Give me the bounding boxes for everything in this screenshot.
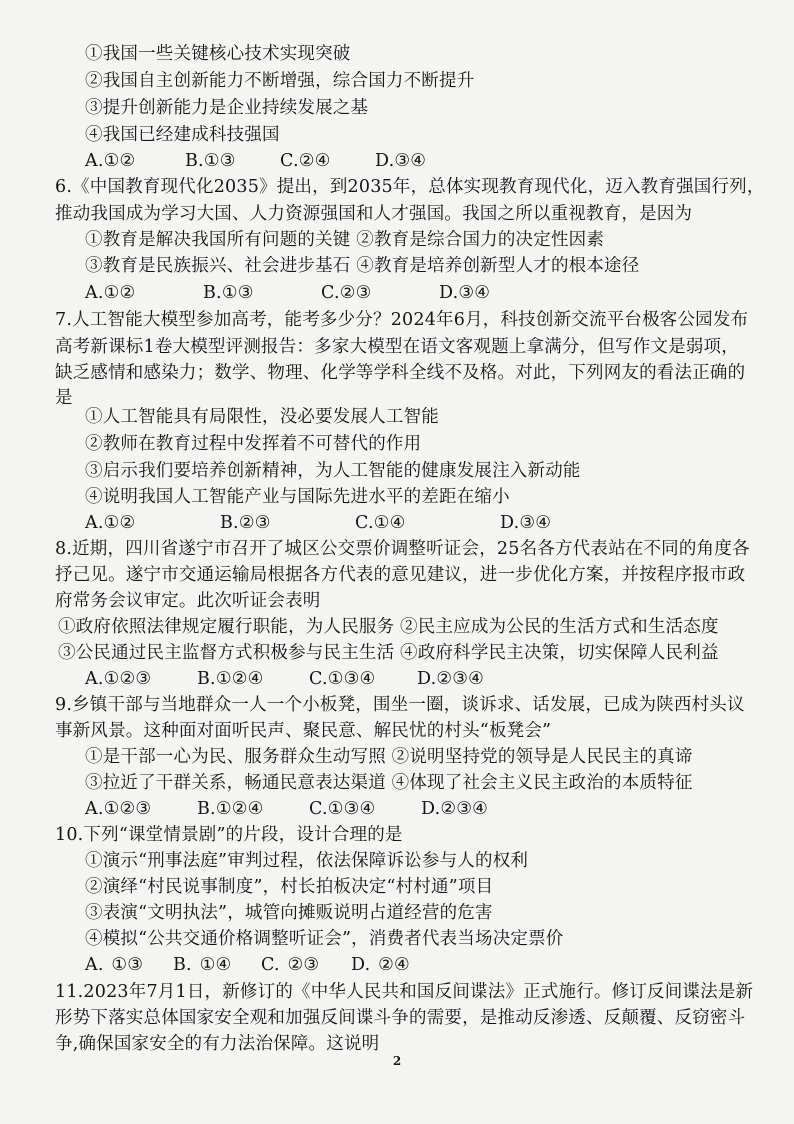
q11-stem-line-3: 争,确保国家安全的有力法治保障。这说明 — [55, 1034, 380, 1054]
page-number: 2 — [392, 1054, 402, 1068]
q8-choice-b: B.①②④ — [197, 669, 264, 689]
q5-option-2: ②我国自主创新能力不断增强，综合国力不断提升 — [85, 71, 475, 91]
q10-choice-c: C. ②③ — [261, 955, 320, 975]
q5-choices — [85, 149, 426, 173]
q6-choices — [85, 281, 490, 305]
q5-option-4: ④我国已经建成科技强国 — [85, 125, 280, 145]
q9-choices — [85, 797, 488, 821]
q7-stem-line-3: 缺乏感情和感染力；数学、物理、化学等学科全线不及格。对此，下列网友的看法正确的 — [55, 363, 746, 383]
q10-stem: 10.下列“课堂情景剧”的片段，设计合理的是 — [55, 825, 403, 845]
q8-stem-line-1: 8.近期，四川省遂宁市召开了城区公交票价调整听证会，25名各方代表站在不同的角度各 — [55, 539, 750, 559]
q6-choice-b: B.①③ — [203, 283, 254, 303]
q9-choice-d: D.②③④ — [421, 799, 489, 819]
q10-option-2: ②演绎“村民说事制度”，村长拍板决定“村村通”项目 — [85, 877, 494, 897]
q11-stem-line-2: 形势下落实总体国家安全观和加强反间谍斗争的需要，是推动反渗透、反颠覆、反窃密斗 — [55, 1008, 746, 1028]
q10-option-3: ③表演“文明执法”，城管向摊贩说明占道经营的危害 — [85, 903, 493, 923]
q8-stem-line-2: 抒己见。遂宁市交通运输局根据各方代表的意见建议，进一步优化方案，并按程序报市政 — [55, 565, 746, 585]
q11-stem-line-1: 11.2023年7月1日，新修订的《中华人民共和国反间谍法》正式施行。修订反间谍法是新 — [55, 982, 754, 1002]
q7-choice-b: B.②③ — [220, 513, 271, 533]
q5-option-1: ①我国一些关键核心技术实现突破 — [85, 44, 351, 64]
q8-stem-line-3: 府常务会议审定。此次听证会表明 — [55, 591, 321, 611]
q7-stem-line-2: 高考新课标1卷大模型评测报告：多家大模型在语文客观题上拿满分，但写作文是弱项， — [55, 337, 739, 357]
q9-choice-c: C.①③④ — [309, 799, 376, 819]
q7-stem-line-4: 是 — [55, 388, 73, 408]
q10-option-1: ①演示“刑事法庭”审判过程，依法保障诉讼参与人的权利 — [85, 851, 529, 871]
q9-choice-a: A.①②③ — [85, 799, 152, 819]
q7-option-3: ③启示我们要培养创新精神，为人工智能的健康发展注入新动能 — [85, 461, 581, 481]
q5-choice-a: A.①② — [85, 151, 136, 171]
q8-choice-c: C.①③④ — [309, 669, 376, 689]
q5-choice-d: D.③④ — [375, 151, 427, 171]
q7-choice-d: D.③④ — [500, 513, 552, 533]
q10-choice-b: B. ①④ — [173, 955, 232, 975]
q7-choice-c: C.①④ — [355, 513, 406, 533]
q9-stem-line-1: 9.乡镇干部与当地群众一人一个小板凳，围坐一圈，谈诉求、话发展，已成为陕西村头议 — [55, 695, 745, 715]
q6-stem-line-2: 推动我国成为学习大国、人力资源强国和人才强国。我国之所以重视教育，是因为 — [55, 204, 693, 224]
q7-choices — [85, 511, 551, 535]
q8-choices — [85, 667, 484, 691]
q9-options-row-1: ①是干部一心为民、服务群众生动写照 ②说明坚持党的领导是人民民主的真谛 — [85, 747, 693, 767]
q7-option-4: ④说明我国人工智能产业与国际先进水平的差距在缩小 — [85, 487, 510, 507]
q7-choice-a: A.①② — [85, 513, 136, 533]
q5-choice-b: B.①③ — [185, 151, 236, 171]
q10-choice-d: D. ②④ — [351, 955, 410, 975]
q8-choice-d: D.②③④ — [417, 669, 485, 689]
q9-stem-line-2: 事新风景。这种面对面听民声、聚民意、解民忧的村头“板凳会” — [55, 721, 552, 741]
q6-options-row-1: ①教育是解决我国所有问题的关键 ②教育是综合国力的决定性因素 — [85, 230, 605, 250]
q7-option-2: ②教师在教育过程中发挥着不可替代的作用 — [85, 434, 422, 454]
q5-choice-c: C.②④ — [280, 151, 331, 171]
q6-options-row-2: ③教育是民族振兴、社会进步基石 ④教育是培养创新型人才的根本途径 — [85, 256, 640, 276]
q7-stem-line-1: 7.人工智能大模型参加高考，能考多少分？2024年6月，科技创新交流平台极客公园发布 — [55, 310, 749, 330]
q10-choices — [85, 953, 410, 977]
q6-stem-line-1: 6.《中国教育现代化2035》提出，到2035年，总体实现教育现代化，迈入教育强国行列， — [55, 177, 765, 197]
q9-choice-b: B.①②④ — [197, 799, 264, 819]
q8-options-row-2: ③公民通过民主监督方式积极参与民主生活 ④政府科学民主决策，切实保障人民利益 — [58, 643, 719, 663]
q10-option-4: ④模拟“公共交通价格调整听证会”，消费者代表当场决定票价 — [85, 929, 564, 949]
q6-choice-d: D.③④ — [439, 283, 491, 303]
q8-options-row-1: ①政府依照法律规定履行职能，为人民服务 ②民主应成为公民的生活方式和生活态度 — [58, 617, 719, 637]
q6-choice-c: C.②③ — [321, 283, 372, 303]
q10-choice-a: A. ①③ — [85, 955, 144, 975]
q5-option-3: ③提升创新能力是企业持续发展之基 — [85, 98, 369, 118]
q7-option-1: ①人工智能具有局限性，没必要发展人工智能 — [85, 407, 439, 427]
q8-choice-a: A.①②③ — [85, 669, 152, 689]
q6-choice-a: A.①② — [85, 283, 136, 303]
q9-options-row-2: ③拉近了干群关系，畅通民意表达渠道 ④体现了社会主义民主政治的本质特征 — [85, 773, 693, 793]
